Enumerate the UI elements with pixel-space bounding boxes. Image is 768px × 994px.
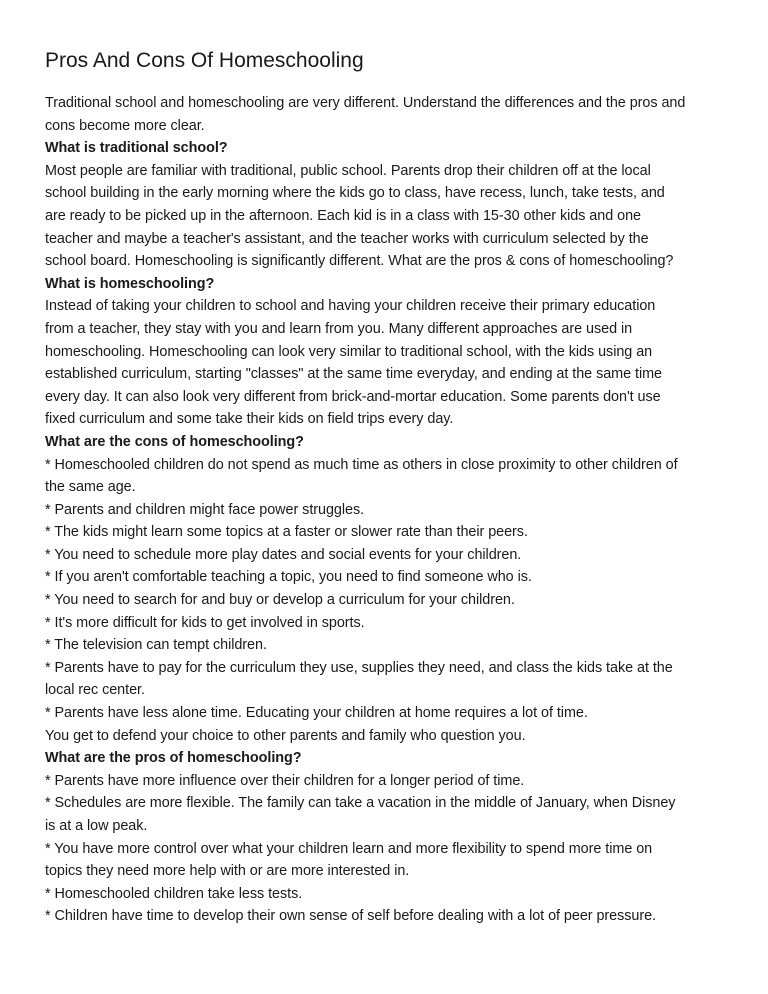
list-item: topics they need more help with or are more interested in. (45, 863, 410, 880)
list-item: * The kids might learn some topics at a faster or slower rate than their peers. (45, 524, 528, 541)
text-line: homeschooling. Homeschooling can look very similar to traditional school, with the kids using an (45, 343, 653, 360)
text-line: teacher and maybe a teacher's assistant, and the teacher works with curriculum selected by the (45, 230, 649, 247)
list-item: * You need to search for and buy or develop a curriculum for your children. (45, 592, 515, 609)
section-heading: What are the cons of homeschooling? (45, 433, 304, 450)
list-item: * The television can tempt children. (45, 637, 267, 654)
list-item: * It's more difficult for kids to get involved in sports. (45, 614, 365, 631)
text-line: are ready to be picked up in the afternoon. Each kid is in a class with 15-30 other kids and one (45, 207, 641, 224)
list-item: * Parents and children might face power struggles. (45, 501, 365, 518)
section-homeschooling (45, 273, 735, 431)
list-item: * Parents have to pay for the curriculum they use, supplies they need, and class the kids take at the (45, 659, 673, 676)
text-line: school board. Homeschooling is significantly different. What are the pros & cons of homeschooling? (45, 253, 674, 270)
section-pros (45, 747, 735, 928)
text-line: Instead of taking your children to school and having your children receive their primary education (45, 298, 656, 315)
section-cons (45, 431, 735, 747)
text-line: Traditional school and homeschooling are very different. Understand the differences and the pros and (45, 95, 686, 111)
list-item: local rec center. (45, 682, 145, 699)
list-item: * Schedules are more flexible. The family can take a vacation in the middle of January, when Disney (45, 795, 676, 812)
list-item: * You have more control over what your children learn and more flexibility to spend more time on (45, 840, 653, 857)
text-line: established curriculum, starting "classes" at the same time everyday, and ending at the same time (45, 366, 662, 383)
list-item: * If you aren't comfortable teaching a topic, you need to find someone who is. (45, 569, 532, 586)
list-item: the same age. (45, 479, 136, 496)
text-line: fixed curriculum and some take their kids on field trips every day. (45, 411, 454, 428)
text-line: from a teacher, they stay with you and learn from you. Many different approaches are used in (45, 320, 633, 337)
list-item: * Parents have less alone time. Educating your children at home requires a lot of time. (45, 705, 588, 722)
list-item: You get to defend your choice to other parents and family who question you. (45, 727, 526, 744)
section-heading: What are the pros of homeschooling? (45, 750, 302, 767)
intro-paragraph (45, 92, 735, 137)
list-item: is at a low peak. (45, 818, 148, 834)
list-item: * Children have time to develop their own sense of self before dealing with a lot of peer pressure. (45, 908, 657, 925)
page-title: Pros And Cons Of Homeschooling (45, 49, 364, 72)
section-traditional (45, 137, 735, 273)
document-body (45, 92, 735, 928)
list-item: * Homeschooled children do not spend as much time as others in close proximity to other children of (45, 456, 678, 473)
document-page (45, 46, 735, 928)
text-line: school building in the early morning where the kids go to class, have recess, lunch, take tests, and (45, 185, 665, 202)
list-item: * You need to schedule more play dates and social events for your children. (45, 546, 522, 563)
text-line: Most people are familiar with traditional, public school. Parents drop their children off at the local (45, 162, 651, 179)
section-heading: What is homeschooling? (45, 275, 215, 292)
section-heading: What is traditional school? (45, 140, 228, 157)
list-item: * Homeschooled children take less tests. (45, 885, 303, 902)
text-line: every day. It can also look very different from brick-and-mortar education. Some parents don't use (45, 388, 661, 405)
list-item: * Parents have more influence over their children for a longer period of time. (45, 772, 525, 789)
text-line: cons become more clear. (45, 117, 205, 134)
